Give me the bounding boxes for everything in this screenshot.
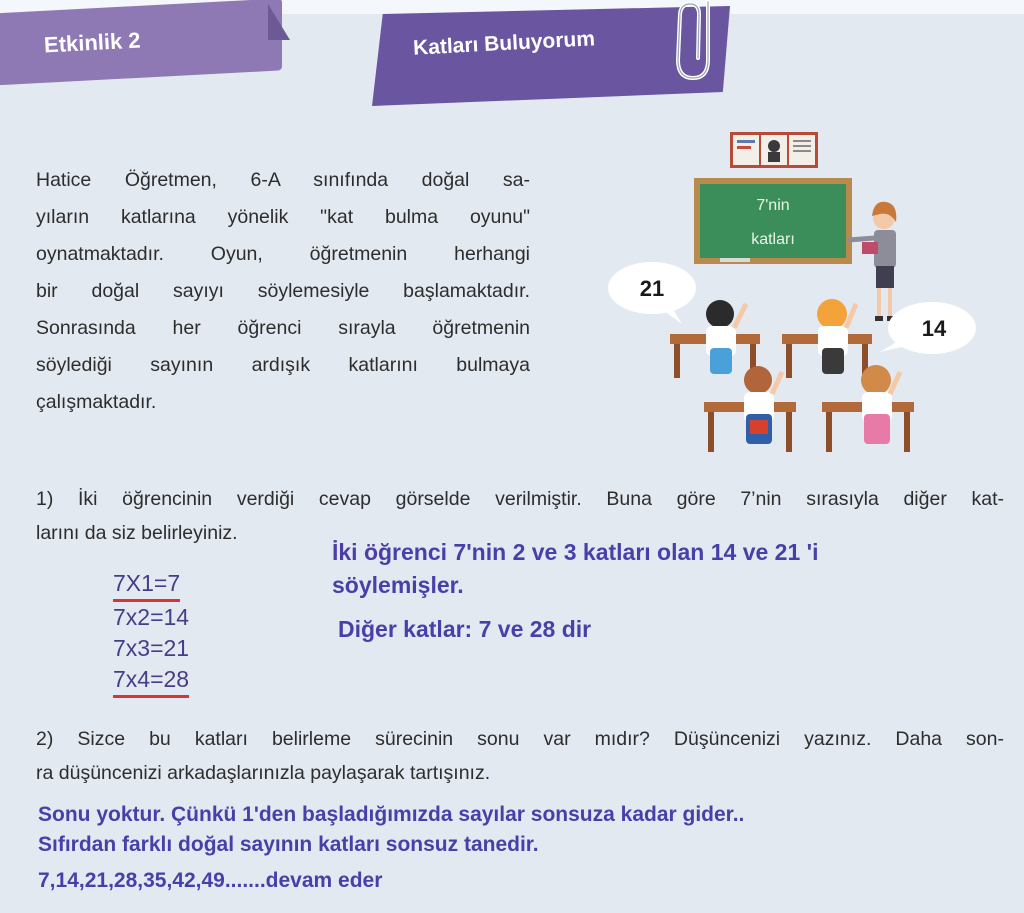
paperclip-icon: [668, 0, 738, 90]
multiple-3: 7x3=21: [113, 635, 190, 661]
speech-bubble-right: [880, 302, 976, 354]
intro-line: söylediği sayının ardışık katlarını bulmaya: [36, 354, 530, 376]
answer-4: 7,14,21,28,35,42,49.......devam eder: [38, 869, 383, 892]
intro-line: bir doğal sayıyı söylemesiyle başlamaktadır.: [36, 280, 530, 302]
activity-label: Etkinlik 2: [43, 27, 142, 58]
question-1-line-1: 1) İki öğrencinin verdiği cevap görselde verilmiştir. Buna göre 7’nin sırasıyla diğer kat-: [36, 488, 1004, 510]
classroom-illustration: [600, 128, 947, 468]
multiple-1: 7X1=7: [113, 568, 180, 602]
board-line-2: katları: [751, 231, 795, 248]
page-title: Katları Buluyorum: [412, 27, 596, 60]
answer-2: Diğer katlar: 7 ve 28 dir: [338, 616, 592, 642]
multiple-2: 7x2=14: [113, 604, 190, 630]
intro-line: çalışmaktadır.: [36, 391, 157, 413]
multiple-4: 7x4=28: [113, 664, 189, 698]
intro-paragraph: [36, 162, 530, 421]
intro-line: Sonrasında her öğrenci sırayla öğretmenin: [36, 317, 530, 339]
activity-tab-flap: [268, 4, 290, 40]
intro-line: Hatice Öğretmen, 6-A sınıfında doğal sa-: [36, 169, 530, 191]
wall-posters: [730, 132, 818, 168]
question-2-line-1: 2) Sizce bu katları belirleme sürecinin sonu var mıdır? Düşüncenizi yazınız. Daha son-: [36, 728, 1004, 750]
answer-1: [332, 536, 819, 602]
answer-3-line-2: Sıfırdan farklı doğal sayının katları sonsuz tanedir.: [38, 833, 539, 856]
answer-3: [38, 800, 744, 860]
blackboard: [694, 178, 852, 264]
bubble-number-14: 14: [921, 316, 947, 341]
speech-bubble-left: [608, 262, 696, 324]
intro-line: yıların katlarına yönelik "kat bulma oyunu": [36, 206, 530, 228]
board-line-1: 7'nin: [756, 197, 790, 214]
question-1-line-2: larını da siz belirleyiniz.: [36, 522, 238, 544]
answer-1-line-2: söylemişler.: [332, 572, 464, 598]
question-2-line-2: ra düşüncenizi arkadaşlarınızla paylaşarak tartışınız.: [36, 762, 491, 784]
intro-line: oynatmaktadır. Oyun, öğretmenin herhangi: [36, 243, 530, 265]
activity-tab: [0, 0, 282, 86]
handwritten-multiples: [113, 568, 189, 698]
answer-3-line-1: Sonu yoktur. Çünkü 1'den başladığımızda sayılar sonsuza kadar gider..: [38, 803, 745, 826]
students-desks: [670, 299, 914, 452]
answer-1-line-1: İki öğrenci 7'nin 2 ve 3 katları olan 14 ve 21 'i: [332, 539, 819, 565]
question-2: [36, 722, 1004, 790]
bubble-number-21: 21: [639, 276, 665, 301]
teacher: [848, 202, 896, 321]
